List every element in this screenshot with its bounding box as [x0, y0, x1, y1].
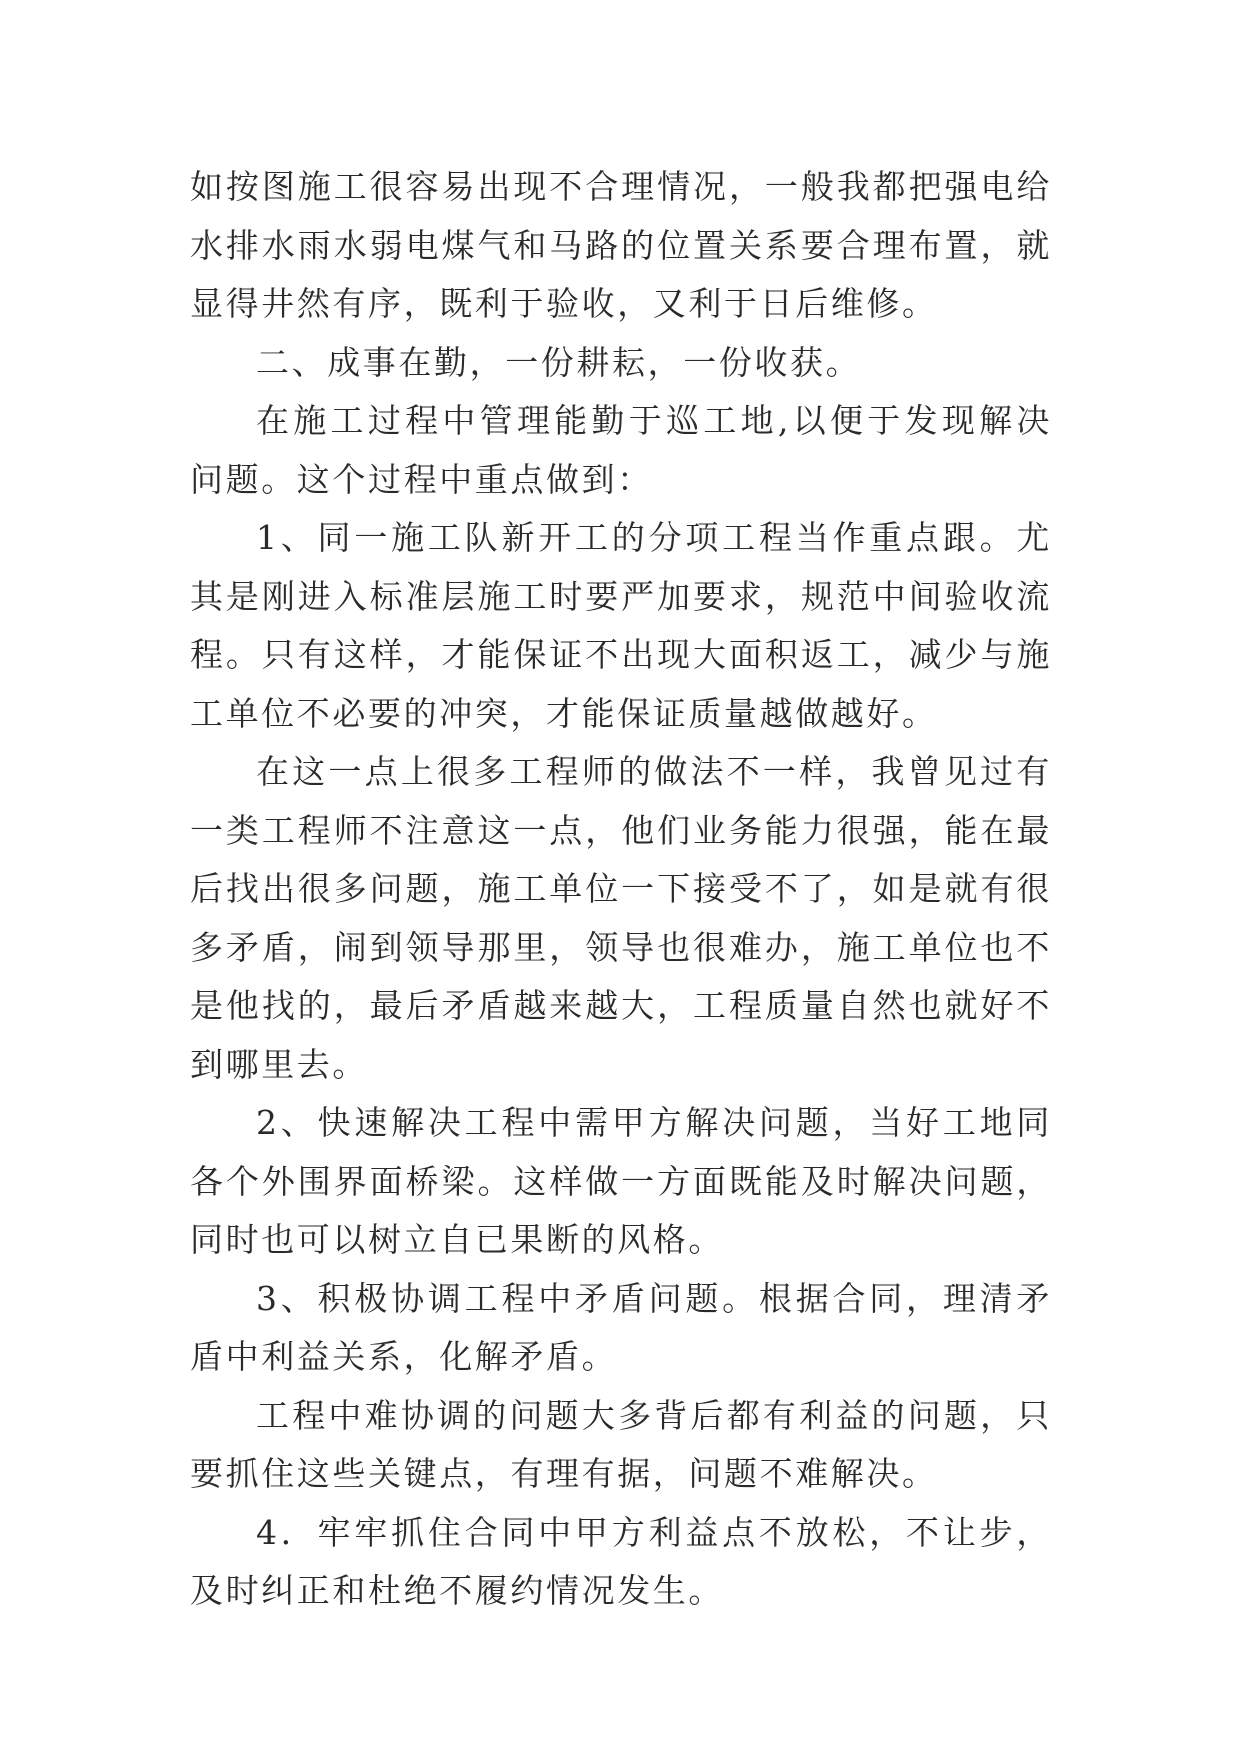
document-body: [190, 158, 1052, 1621]
paragraph-9: 4．牢牢抓住合同中甲方利益点不放松，不让步，及时纠正和杜绝不履约情况发生。: [190, 1512, 1052, 1610]
paragraph-2: 二、成事在勤，一份耕耘，一份收获。: [256, 342, 862, 382]
paragraph-8: 工程中难协调的问题大多背后都有利益的问题，只要抓住这些关键点，有理有据，问题不难解决。: [190, 1395, 1052, 1493]
paragraph-4: 1、同一施工队新开工的分项工程当作重点跟。尤其是刚进入标准层施工时要严加要求，规范中间验收流程。只有这样，才能保证不出现大面积返工，减少与施工单位不必要的冲突，才能保证质量越做越好。: [190, 518, 1052, 733]
paragraph-5: 在这一点上很多工程师的做法不一样，我曾见过有一类工程师不注意这一点，他们业务能力很强，能在最后找出很多问题，施工单位一下接受不了，如是就有很多矛盾，闹到领导那里，领导也很难办，施工单位也不是他找的，最后矛盾越来越大，工程质量自然也就好不到哪里去。: [190, 752, 1052, 1084]
paragraph-7: 3、积极协调工程中矛盾问题。根据合同，理清矛盾中利益关系，化解矛盾。: [190, 1278, 1052, 1376]
paragraph-3: 在施工过程中管理能勤于巡工地,以便于发现解决问题。这个过程中重点做到：: [190, 401, 1052, 499]
paragraph-6: 2、快速解决工程中需甲方解决问题，当好工地同各个外围界面桥梁。这样做一方面既能及时解决问题，同时也可以树立自已果断的风格。: [190, 1103, 1052, 1259]
paragraph-1: 如按图施工很容易出现不合理情况，一般我都把强电给水排水雨水弱电煤气和马路的位置关系要合理布置，就显得井然有序，既利于验收，又利于日后维修。: [190, 167, 1052, 323]
